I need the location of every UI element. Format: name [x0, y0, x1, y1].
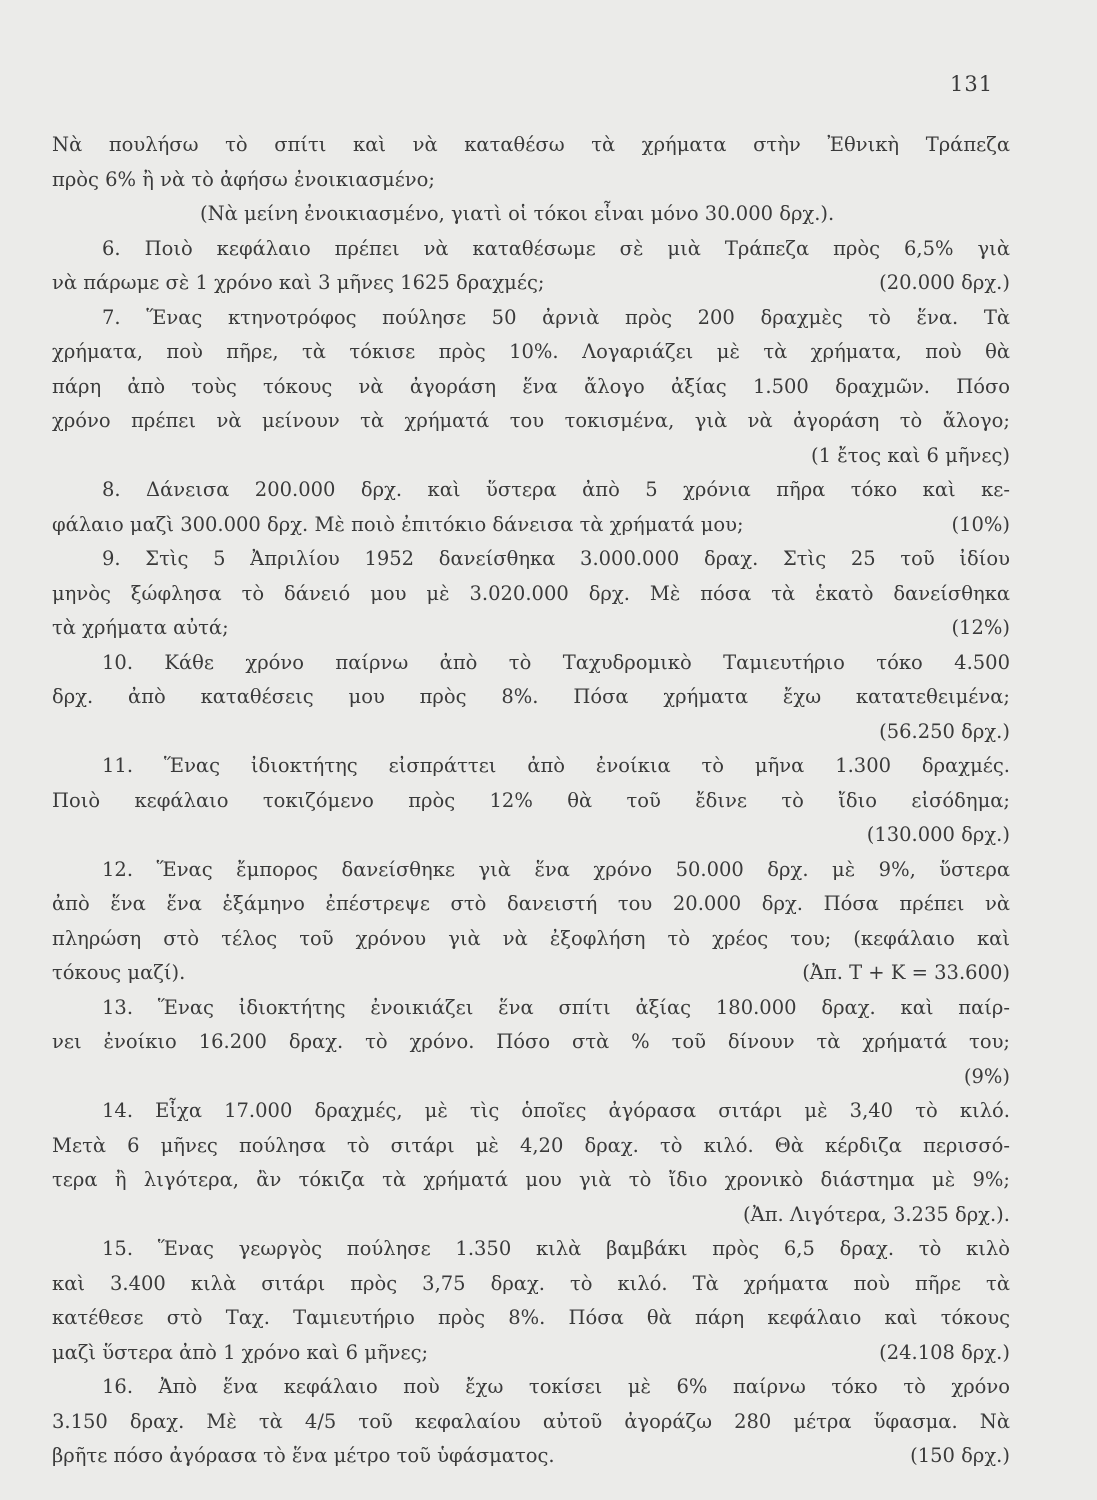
text-fragment: τόκους μαζί). — [52, 961, 186, 984]
answer-note: (9%) — [963, 1064, 1010, 1088]
text-line: Νὰ πουλήσω τὸ σπίτι καὶ νὰ καταθέσω τὰ χρήματα στὴν Ἐθνικὴ Τράπεζα — [52, 133, 1010, 156]
text-line — [52, 611, 1010, 646]
text-line — [52, 266, 1010, 301]
answer-note: (130.000 δρχ.) — [866, 823, 1010, 846]
answer-note: (12%) — [951, 616, 1010, 639]
text-line: καὶ 3.400 κιλὰ σιτάρι πρὸς 3,75 δραχ. τὸ κιλό. Τὰ χρήματα ποὺ πῆρε τὰ — [52, 1271, 1010, 1295]
page-text — [52, 128, 1010, 1474]
answer-note: (10%) — [951, 512, 1010, 536]
answer-note: (24.108 δρχ.) — [879, 1340, 1010, 1364]
exercise-8: 8. Δάνεισα 200.000 δρχ. καὶ ὕστερα ἀπὸ 5 χρόνια πῆρα τόκο καὶ κε- — [102, 478, 1010, 501]
text-line: Ποιὸ κεφάλαιο τοκιζόμενο πρὸς 12% θὰ τοῦ ἔδινε τὸ ἴδιο εἰσόδημα; — [52, 788, 1010, 812]
text-line: 3.150 δραχ. Μὲ τὰ 4/5 τοῦ κεφαλαίου αὐτοῦ ἀγοράζω 280 μέτρα ὕφασμα. Νὰ — [52, 1409, 1010, 1433]
exercise-10: 10. Κάθε χρόνο παίρνω ἀπὸ τὸ Ταχυδρομικὸ Ταμιευτήριο τόκο 4.500 — [102, 650, 1010, 674]
text-line — [52, 956, 1010, 991]
text-fragment: μαζὶ ὕστερα ἀπὸ 1 χρόνο καὶ 6 μῆνες; — [52, 1340, 429, 1364]
text-line: πάρη ἀπὸ τοὺς τόκους νὰ ἀγοράση ἕνα ἄλογο ἀξίας 1.500 δραχμῶν. Πόσο — [52, 374, 1010, 398]
text-line: πρὸς 6% ἢ νὰ τὸ ἀφήσω ἐνοικιασμένο; — [52, 167, 435, 191]
exercise-14: 14. Εἶχα 17.000 δραχμές, μὲ τὶς ὁποῖες ἀγόρασα σιτάρι μὲ 3,40 τὸ κιλό. — [102, 1099, 1010, 1122]
exercise-15: 15. Ἕνας γεωργὸς πούλησε 1.350 κιλὰ βαμβάκι πρὸς 6,5 δραχ. τὸ κιλὸ — [102, 1237, 1010, 1260]
text-line: κατέθεσε στὸ Ταχ. Ταμιευτήριο πρὸς 8%. Πόσα θὰ πάρη κεφάλαιο καὶ τόκους — [52, 1306, 1010, 1329]
text-fragment: φάλαιο μαζὶ 300.000 δρχ. Μὲ ποιὸ ἐπιτόκιο δάνεισα τὰ χρήματά μου; — [52, 512, 744, 536]
answer-note: (Ἀπ. Λιγότερα, 3.235 δρχ.). — [743, 1202, 1010, 1226]
answer-note: (1 ἔτος καὶ 6 μῆνες) — [811, 443, 1010, 467]
exercise-16: 16. Ἀπὸ ἕνα κεφάλαιο ποὺ ἔχω τοκίσει μὲ 6% παίρνω τόκο τὸ χρόνο — [102, 1375, 1010, 1398]
answer-note: (Ἀπ. Τ + Κ = 33.600) — [802, 961, 1010, 984]
text-line — [52, 1336, 1010, 1371]
exercise-11: 11. Ἕνας ἰδιοκτήτης εἰσπράττει ἀπὸ ἐνοίκια τὸ μῆνα 1.300 δραχμές. — [102, 754, 1010, 777]
text-line: Μετὰ 6 μῆνες πούλησα τὸ σιτάρι μὲ 4,20 δραχ. τὸ κιλό. Θὰ κέρδιζα περισσό- — [52, 1133, 1010, 1157]
text-fragment: τὰ χρήματα αὐτά; — [52, 616, 229, 639]
answer-note: (150 δρχ.) — [910, 1444, 1010, 1467]
text-line — [52, 508, 1010, 543]
text-fragment: νὰ πάρωμε σὲ 1 χρόνο καὶ 3 μῆνες 1625 δραχμές; — [52, 271, 545, 294]
answer-note: (56.250 δρχ.) — [879, 719, 1010, 743]
answer-note: (20.000 δρχ.) — [879, 271, 1010, 294]
text-line: χρήματα, ποὺ πῆρε, τὰ τόκισε πρὸς 10%. Λογαριάζει μὲ τὰ χρήματα, ποὺ θὰ — [52, 340, 1010, 363]
text-line: ἀπὸ ἕνα ἕνα ἑξάμηνο ἐπέστρεψε στὸ δανειστή του 20.000 δρχ. Πόσα πρέπει νὰ — [52, 892, 1010, 915]
text-line: μηνὸς ξώφλησα τὸ δάνειό μου μὲ 3.020.000 δρχ. Μὲ πόσα τὰ ἑκατὸ δανείσθηκα — [52, 581, 1010, 605]
text-line: νει ἐνοίκιο 16.200 δραχ. τὸ χρόνο. Πόσο στὰ % τοῦ δίνουν τὰ χρήματά του; — [52, 1030, 1010, 1053]
text-line: χρόνο πρέπει νὰ μείνουν τὰ χρήματά του τοκισμένα, γιὰ νὰ ἀγοράση τὸ ἄλογο; — [52, 409, 1010, 432]
exercise-7: 7. Ἕνας κτηνοτρόφος πούλησε 50 ἀρνιὰ πρὸς 200 δραχμὲς τὸ ἕνα. Τὰ — [102, 305, 1010, 329]
exercise-6: 6. Ποιὸ κεφάλαιο πρέπει νὰ καταθέσωμε σὲ μιὰ Τράπεζα πρὸς 6,5% γιὰ — [102, 236, 1010, 260]
page-number: 131 — [950, 72, 994, 96]
text-line: δρχ. ἀπὸ καταθέσεις μου πρὸς 8%. Πόσα χρήματα ἔχω κατατεθειμένα; — [52, 685, 1010, 708]
text-line — [52, 1439, 1010, 1474]
exercise-12: 12. Ἕνας ἔμπορος δανείσθηκε γιὰ ἕνα χρόνο 50.000 δρχ. μὲ 9%, ὕστερα — [102, 857, 1010, 881]
exercise-9: 9. Στὶς 5 Ἀπριλίου 1952 δανείσθηκα 3.000.000 δραχ. Στὶς 25 τοῦ ἰδίου — [102, 547, 1010, 570]
text-line: πληρώση στὸ τέλος τοῦ χρόνου γιὰ νὰ ἐξοφλήση τὸ χρέος του; (κεφάλαιο καὶ — [52, 926, 1010, 950]
text-fragment: βρῆτε πόσο ἀγόρασα τὸ ἕνα μέτρο τοῦ ὑφάσματος. — [52, 1444, 555, 1467]
text-line: τερα ἢ λιγότερα, ἂν τόκιζα τὰ χρήματά μου γιὰ τὸ ἴδιο χρονικὸ διάστημα μὲ 9%; — [52, 1168, 1010, 1191]
answer-note: (Νὰ μείνη ἐνοικιασμένο, γιατὶ οἱ τόκοι εἶναι μόνο 30.000 δρχ.). — [200, 202, 835, 225]
exercise-13: 13. Ἕνας ἰδιοκτήτης ἐνοικιάζει ἕνα σπίτι ἀξίας 180.000 δραχ. καὶ παίρ- — [102, 995, 1010, 1019]
